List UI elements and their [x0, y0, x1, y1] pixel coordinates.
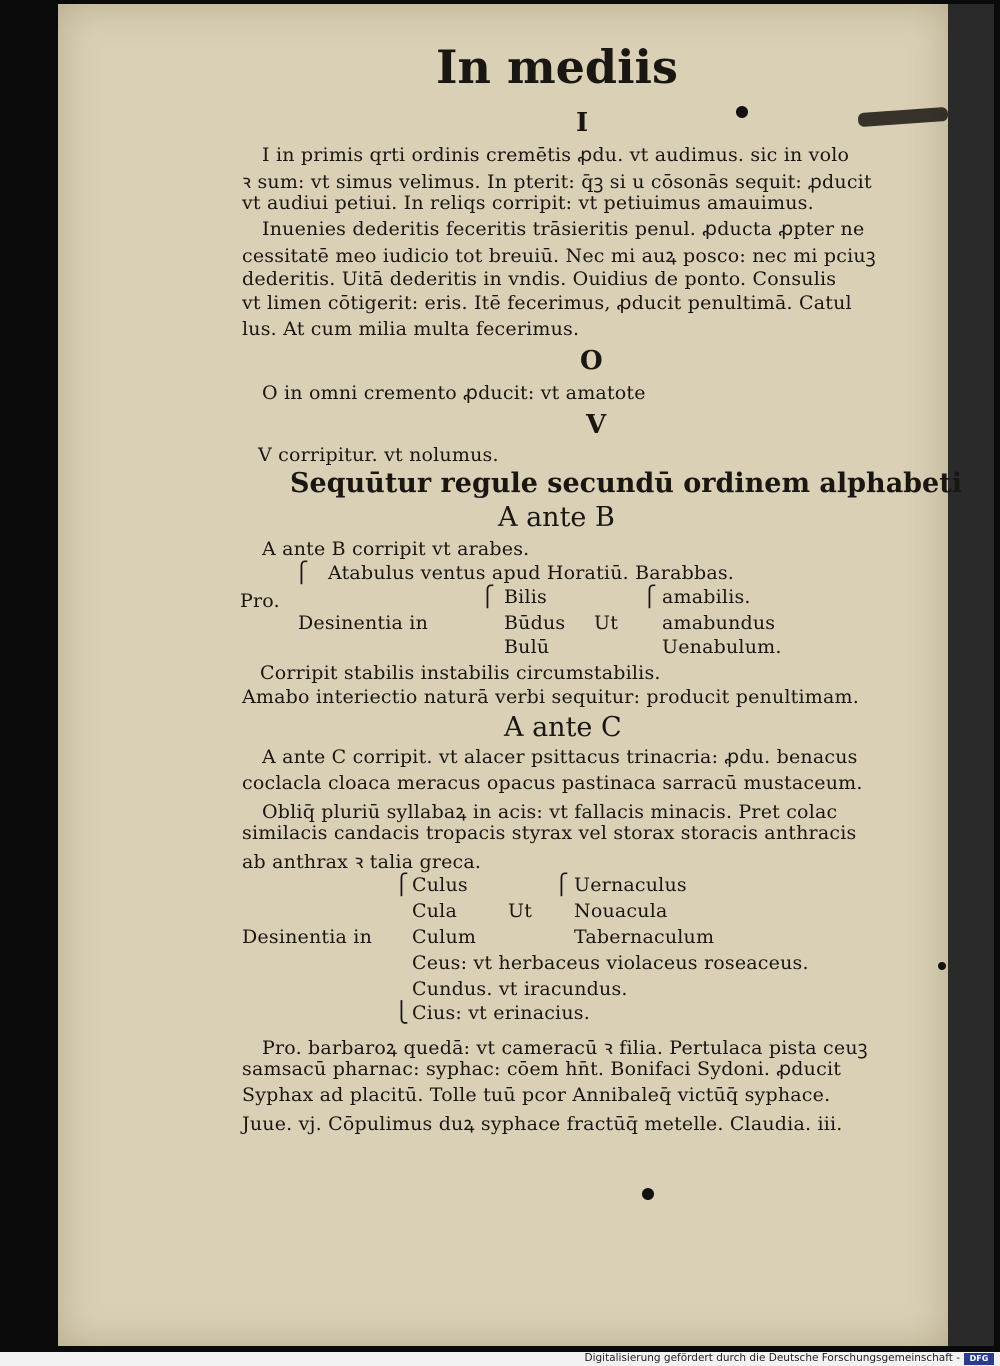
text-line: ab anthrax ꝛ talia greca. — [242, 851, 482, 873]
brace: ⎧ — [294, 560, 309, 584]
table-ending: Culus — [412, 874, 468, 896]
text-line: samsacū pharnac: syphac: cōem hn̄t. Bonifaci Sydoni. ꝓducit — [242, 1058, 842, 1080]
text-line: vt audiui petiui. In reliqs corripit: vt petiuimus amauimus. — [242, 192, 814, 214]
page-title: In mediis — [436, 40, 678, 94]
text-line: coclacla cloaca meracus opacus pastinaca sarracū mustaceum. — [242, 772, 863, 794]
table-example: Ceus: vt herbaceus violaceus roseaceus. — [412, 952, 809, 974]
book-page — [58, 4, 962, 1346]
table-ending: Cula — [412, 900, 457, 922]
subheading-a-ante-b: A ante B — [498, 502, 615, 533]
text-line: I in primis qrti ordinis cremētis ꝓdu. vt audimus. sic in volo — [262, 144, 850, 166]
subheading-a-ante-c: A ante C — [504, 712, 622, 743]
table-ending: Bilis — [504, 586, 547, 608]
table-example: amabilis. — [662, 586, 751, 608]
page-text — [58, 4, 962, 1346]
section-letter-o: O — [580, 346, 603, 376]
text-line: Juue. vj. Cōpulimus duꝝ syphace fractūq̄ metelle. Claudia. iii. — [242, 1113, 843, 1135]
dfg-logo: DFG — [964, 1353, 994, 1365]
table-example: Nouacula — [574, 900, 668, 922]
table-example: Uernaculus — [574, 874, 687, 896]
text-line: ꝛ sum: vt simus velimus. In pterit: q̄ꝫ si u cōsonās sequit: ꝓducit — [242, 171, 872, 193]
text-line: Obliq̄ pluriū syllabaꝝ in acis: vt fallacis minacis. Pret colac — [262, 801, 838, 823]
ink-smudge — [858, 107, 949, 127]
text-line: Inuenies dederitis feceritis trāsieritis penul. ꝓducta ꝓpter ne — [262, 218, 865, 240]
text-line: lus. At cum milia multa fecerimus. — [242, 318, 580, 340]
brace: ⎧ — [394, 872, 409, 896]
table-ending: Būdus — [504, 612, 566, 634]
brace: ⎧ — [642, 584, 657, 608]
text-line: A ante C corripit. vt alacer psittacus trinacria: ꝓdu. benacus — [262, 746, 858, 768]
text-line: Corripit stabilis instabilis circumstabilis. — [260, 662, 661, 684]
section-letter-v: V — [586, 410, 607, 440]
text-line: cessitatē meo iudicio tot breuiū. Nec mi auꝝ posco: nec mi pciuꝫ — [242, 245, 876, 267]
brace: ⎧ — [554, 872, 569, 896]
ink-dot — [642, 1188, 654, 1200]
table-ut: Ut — [594, 612, 619, 634]
text-line: dederitis. Uitā dederitis in vndis. Ouidius de ponto. Consulis — [242, 268, 837, 290]
table-ending: Culum — [412, 926, 477, 948]
text-line: A ante B corripit vt arabes. — [262, 538, 530, 560]
table-example: Cius: vt erinacius. — [412, 1002, 590, 1024]
table-ending: Bulū — [504, 636, 550, 658]
section-heading: Sequūtur regule secundū ordinem alphabeti — [290, 468, 962, 499]
page-edge — [948, 4, 994, 1346]
text-line: O in omni cremento ꝓducit: vt amatote — [262, 382, 646, 404]
ink-dot — [736, 106, 748, 118]
table-example: Cundus. vt iracundus. — [412, 978, 628, 1000]
text-line: Pro. barbaroꝝ quedā: vt cameracū ꝛ filia. Pertulaca pista ceuꝫ — [262, 1037, 868, 1059]
table-label: Desinentia in — [298, 612, 429, 634]
table-label: Desinentia in — [242, 926, 373, 948]
footer-bar — [0, 1352, 1000, 1366]
text-line: vt limen cōtigerit: eris. Itē fecerimus, ꝓducit penultimā. Catul — [242, 292, 852, 314]
text-line: Atabulus ventus apud Horatiū. Barabbas. — [328, 562, 735, 584]
brace: ⎧ — [480, 584, 495, 608]
text-line: Syphax ad placitū. Tolle tuū pcor Annibaleq̄ victūq̄ syphace. — [242, 1084, 831, 1106]
ink-dot — [938, 962, 946, 970]
text-line: Amabo interiectio naturā verbi sequitur: producit penultimam. — [242, 686, 859, 708]
brace: ⎩ — [394, 1000, 409, 1024]
section-letter-i: I — [576, 108, 589, 138]
table-label: Pro. — [240, 590, 280, 612]
table-ut: Ut — [508, 900, 533, 922]
footer-text: Digitalisierung gefördert durch die Deutsche Forschungsgemeinschaft - — [584, 1352, 960, 1364]
table-example: Tabernaculum — [574, 926, 715, 948]
table-example: amabundus — [662, 612, 776, 634]
text-line: V corripitur. vt nolumus. — [258, 444, 499, 466]
table-example: Uenabulum. — [662, 636, 782, 658]
text-line: similacis candacis tropacis styrax vel storax storacis anthracis — [242, 822, 857, 844]
